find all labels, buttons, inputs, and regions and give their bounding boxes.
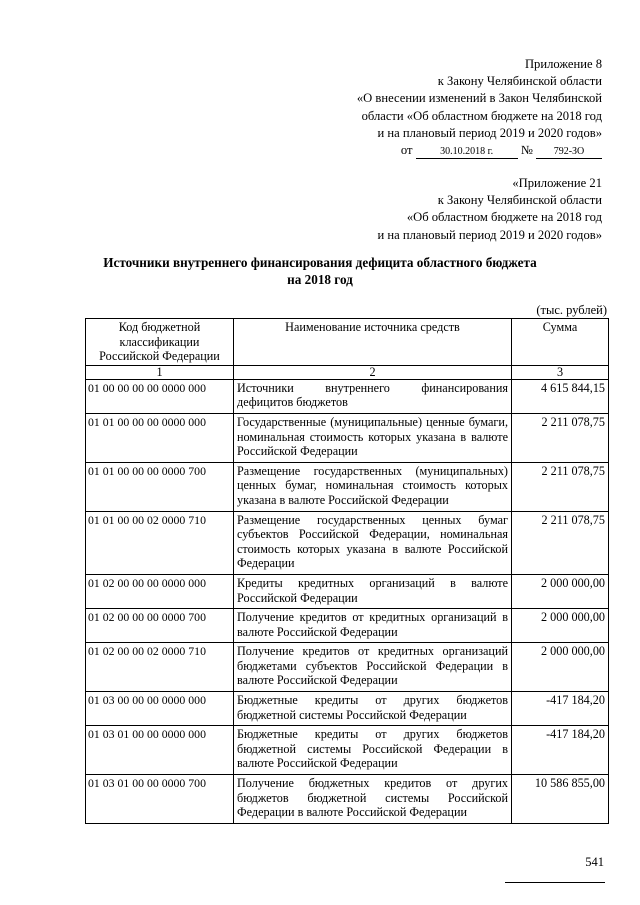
number-label: № (520, 143, 533, 158)
row-name: Источники внутреннего финансирования дефицитов бюджетов (234, 379, 512, 413)
row-code: 01 02 00 00 02 0000 710 (86, 643, 234, 692)
row-sum: 2 211 078,75 (512, 413, 609, 462)
table-row (86, 692, 609, 726)
table-row (86, 775, 609, 824)
row-sum: 2 211 078,75 (512, 511, 609, 574)
row-sum: -417 184,20 (512, 692, 609, 726)
row-sum: -417 184,20 (512, 726, 609, 775)
row-code: 01 02 00 00 00 0000 000 (86, 574, 234, 608)
row-sum: 2 000 000,00 (512, 574, 609, 608)
appendix-21-line: «Приложение 21 (512, 176, 602, 190)
document-title (60, 254, 580, 288)
appendix-8-line: к Закону Челябинской области (437, 74, 602, 89)
table-row (86, 413, 609, 462)
row-name: Государственные (муниципальные) ценные бумаги, номинальная стоимость которых указана в валюте Российской Федерации (234, 413, 512, 462)
title-line-2: на 2018 год (287, 272, 353, 287)
row-name: Размещение государственных ценных бумаг субъектов Российской Федерации, номинальная стоимость которых указана в валюте Российской Федерации (234, 511, 512, 574)
from-label: от (400, 143, 413, 158)
title-line-1: Источники внутреннего финансирования дефицита областного бюджета (103, 255, 537, 270)
appendix-8-line: области «Об областном бюджете на 2018 год (361, 108, 602, 123)
column-number-row (86, 365, 609, 379)
row-name: Получение кредитов от кредитных организаций в валюте Российской Федерации (234, 609, 512, 643)
table-row (86, 379, 609, 413)
row-name: Кредиты кредитных организаций в валюте Российской Федерации (234, 574, 512, 608)
law-date-number-line (357, 142, 602, 159)
row-name: Бюджетные кредиты от других бюджетов бюджетной системы Российской Федерации (234, 692, 512, 726)
row-code: 01 03 01 00 00 0000 700 (86, 775, 234, 824)
row-code: 01 01 00 00 02 0000 710 (86, 511, 234, 574)
appendix-8-heading (357, 56, 602, 159)
appendix-8-line: Приложение 8 (524, 57, 602, 71)
row-name: Получение бюджетных кредитов от других бюджетов бюджетной системы Российской Федерации в валюте Российской Федерации (234, 775, 512, 824)
row-sum: 4 615 844,15 (512, 379, 609, 413)
row-code: 01 01 00 00 00 0000 700 (86, 462, 234, 511)
table-header-row (86, 319, 609, 366)
column-number: 1 (86, 365, 234, 379)
header-name: Наименование источника средств (234, 319, 512, 366)
row-sum: 2 000 000,00 (512, 643, 609, 692)
unit-label: (тыс. рублей) (536, 303, 607, 317)
table-row (86, 574, 609, 608)
table-row (86, 609, 609, 643)
table-row (86, 643, 609, 692)
row-name: Получение кредитов от кредитных организаций бюджетами субъектов Российской Федерации в валюте Российской Федерации (234, 643, 512, 692)
table-row (86, 511, 609, 574)
row-name: Бюджетные кредиты от других бюджетов бюджетной системы Российской Федерации в валюте Российской Федерации (234, 726, 512, 775)
appendix-8-line: и на плановый период 2019 и 2020 годов» (377, 125, 602, 140)
row-sum: 2 211 078,75 (512, 462, 609, 511)
row-code: 01 01 00 00 00 0000 000 (86, 413, 234, 462)
footer-divider (505, 882, 605, 883)
row-code: 01 03 01 00 00 0000 000 (86, 726, 234, 775)
appendix-21-line: к Закону Челябинской области (437, 193, 602, 208)
law-date: 30.10.2018 г. (416, 146, 518, 159)
row-sum: 10 586 855,00 (512, 775, 609, 824)
column-number: 3 (512, 365, 609, 379)
row-code: 01 00 00 00 00 0000 000 (86, 379, 234, 413)
table-row (86, 726, 609, 775)
row-sum: 2 000 000,00 (512, 609, 609, 643)
header-code: Код бюджетной классификации Российской Федерации (86, 319, 234, 366)
financing-sources-table (85, 318, 609, 824)
row-code: 01 03 00 00 00 0000 000 (86, 692, 234, 726)
appendix-21-line: и на плановый период 2019 и 2020 годов» (377, 227, 602, 242)
table-row (86, 462, 609, 511)
appendix-8-line: «О внесении изменений в Закон Челябинской (356, 91, 602, 106)
column-number: 2 (234, 365, 512, 379)
row-name: Размещение государственных (муниципальных) ценных бумаг, номинальная стоимость которых указана в валюте Российской Федерации (234, 462, 512, 511)
law-number: 792-ЗО (536, 146, 602, 159)
header-sum: Сумма (512, 319, 609, 366)
row-code: 01 02 00 00 00 0000 700 (86, 609, 234, 643)
page-number: 541 (585, 855, 604, 869)
appendix-21-heading (378, 175, 602, 244)
appendix-21-line: «Об областном бюджете на 2018 год (406, 210, 602, 225)
